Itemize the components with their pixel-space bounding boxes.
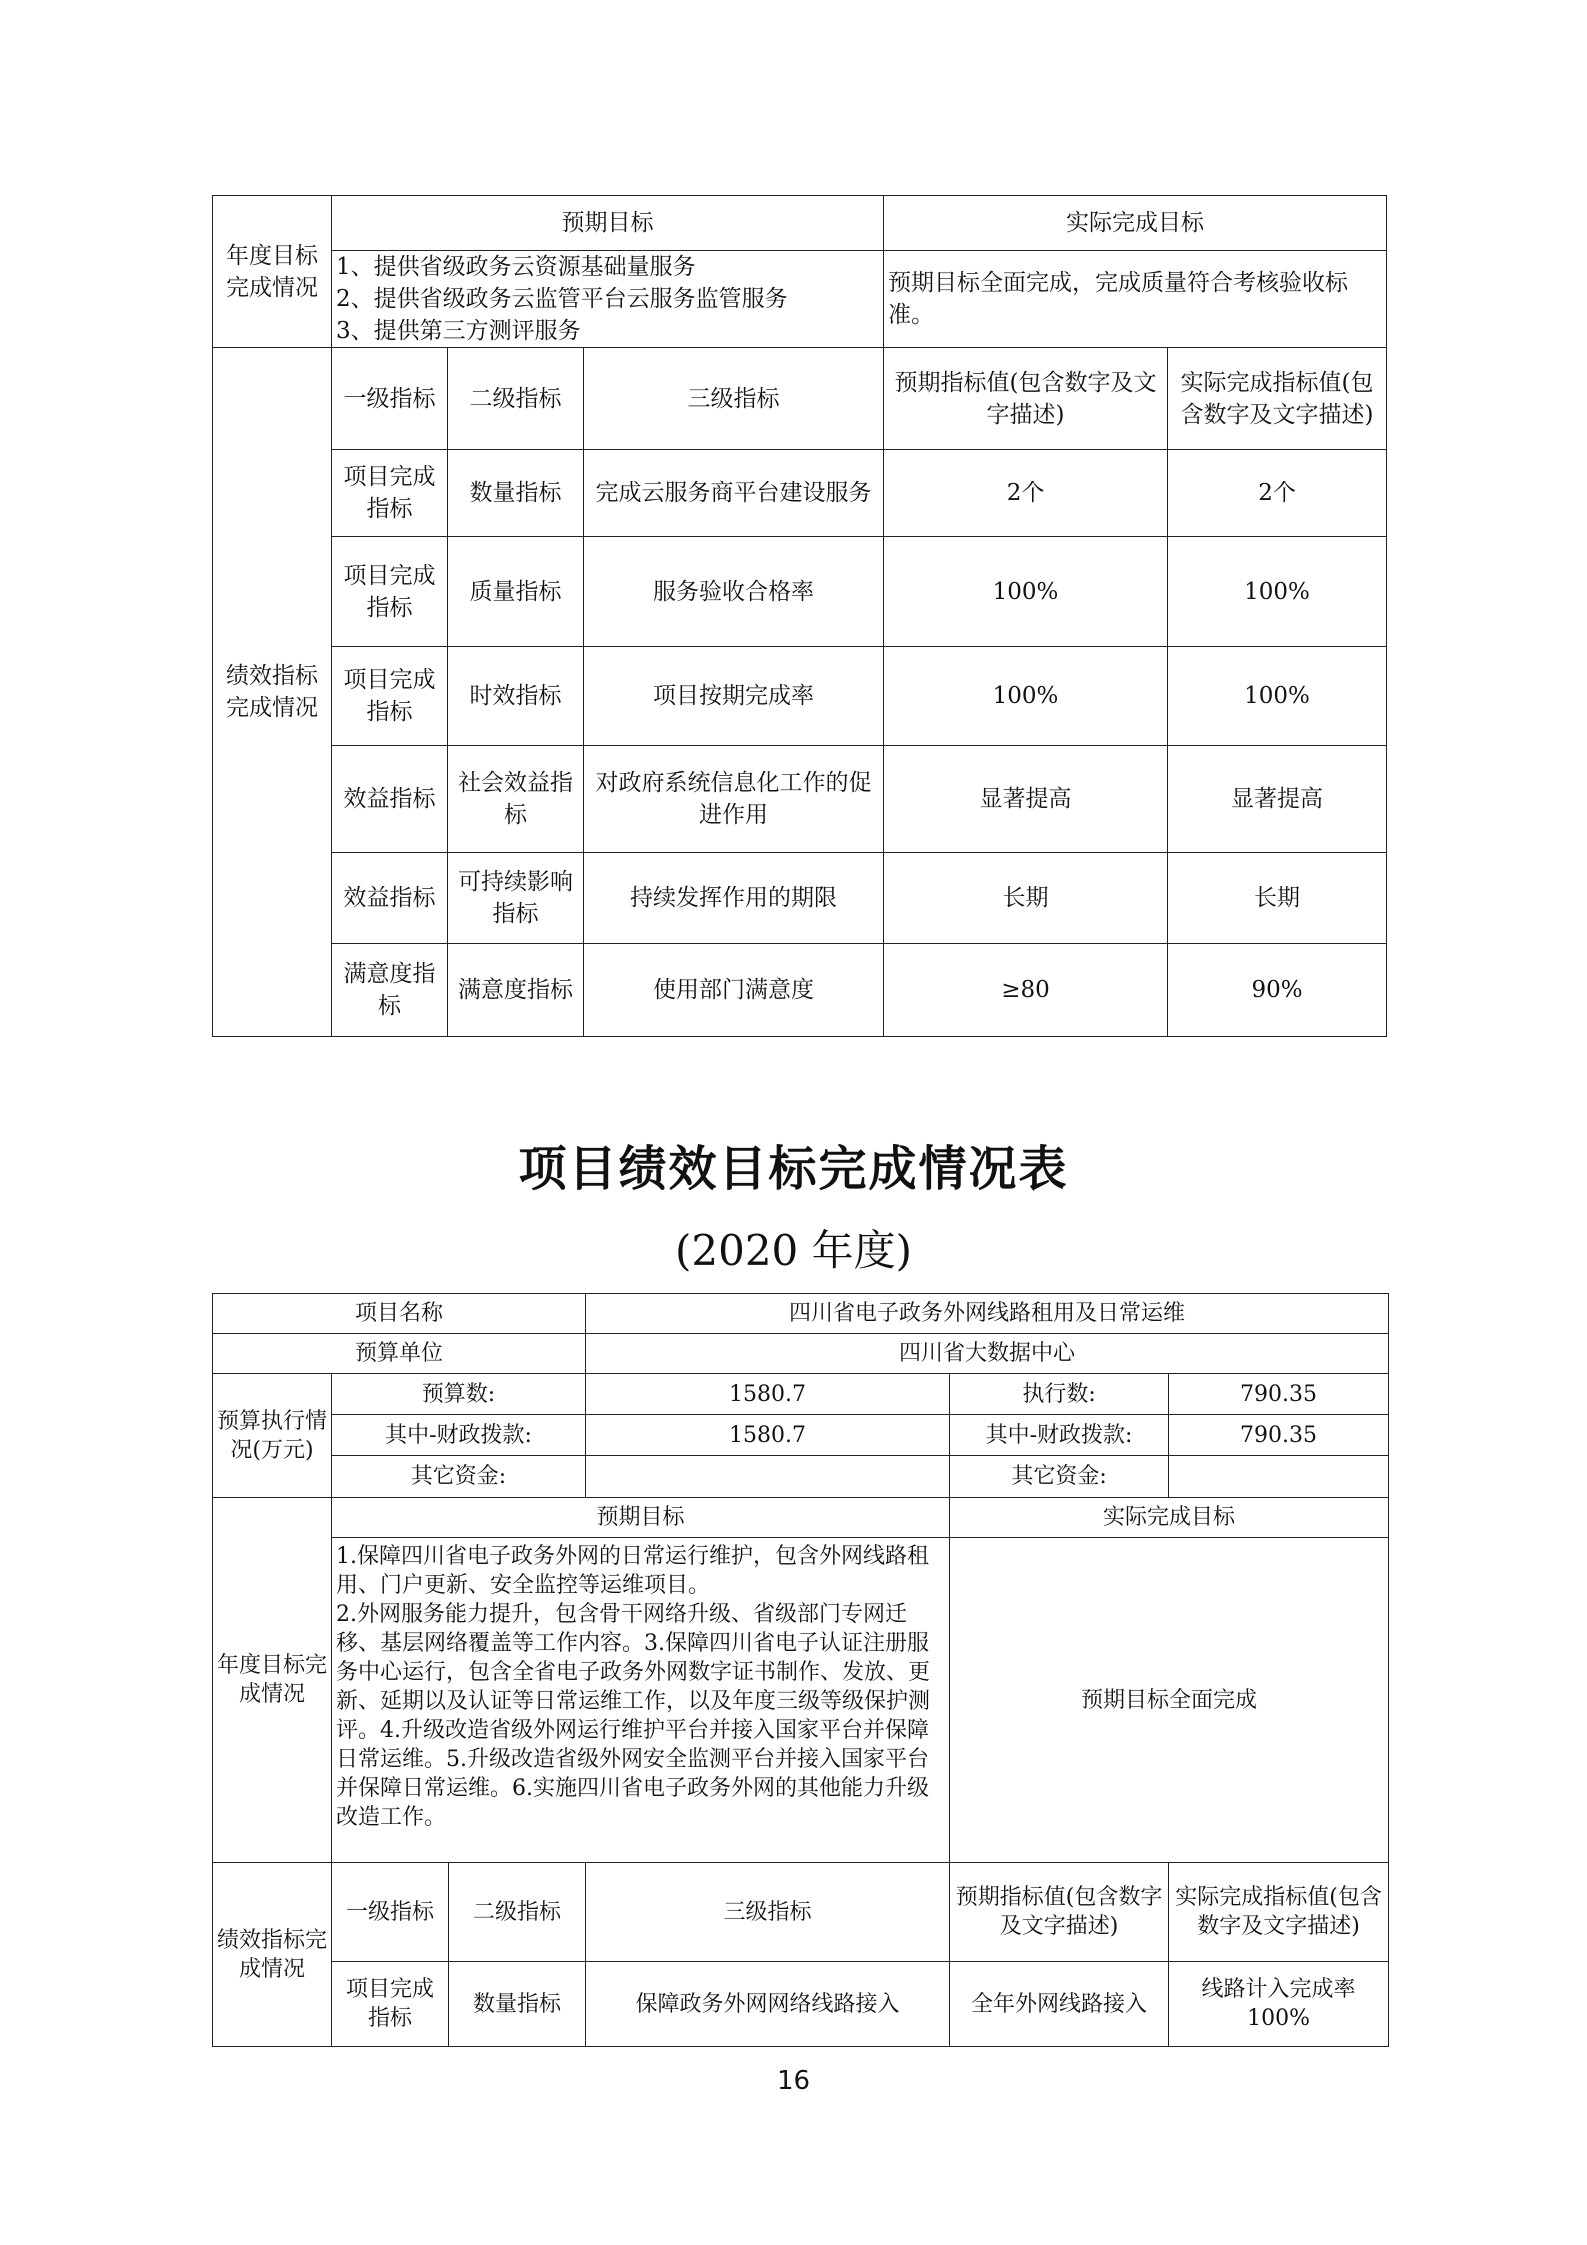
table-cell: 持续发挥作用的期限 [584, 853, 884, 944]
table-cell: 2个 [1168, 450, 1387, 537]
table-cell: 显著提高 [884, 746, 1168, 853]
col-header: 预期指标值(包含数字及文字描述) [950, 1863, 1169, 1962]
table-cell: 完成云服务商平台建设服务 [584, 450, 884, 537]
annual-goal-header: 年度目标完成情况 [213, 196, 332, 348]
table-cell: 保障政务外网网络线路接入 [586, 1962, 950, 2047]
fiscal-exec: 790.35 [1169, 1415, 1389, 1456]
table-cell: 项目按期完成率 [584, 647, 884, 746]
expected-goal-line: 2、提供省级政务云监管平台云服务监管服务 [336, 286, 788, 312]
table-cell: 90% [1168, 944, 1387, 1037]
table-cell: 效益指标 [332, 853, 448, 944]
expected-goal-line: 3、提供第三方测评服务 [336, 318, 581, 344]
table-cell: 全年外网线路接入 [950, 1962, 1169, 2047]
table-cell: 项目完成指标 [332, 647, 448, 746]
col-header: 二级指标 [448, 348, 584, 450]
table-cell: 项目完成指标 [332, 537, 448, 647]
col-header: 实际完成指标值(包含数字及文字描述) [1169, 1863, 1389, 1962]
table-cell: 数量指标 [449, 1962, 586, 2047]
table-cell: 2个 [884, 450, 1168, 537]
table-cell: 质量指标 [448, 537, 584, 647]
fiscal-label: 其中-财政拨款: [950, 1415, 1169, 1456]
budget-exec-label: 预算执行情况(万元) [213, 1374, 332, 1498]
page-subtitle: (2020 年度) [674, 1226, 912, 1275]
col-header: 二级指标 [449, 1863, 586, 1962]
table-cell: 时效指标 [448, 647, 584, 746]
col-header: 一级指标 [332, 348, 448, 450]
table-cell: 社会效益指标 [448, 746, 584, 853]
expected-goal-text [332, 251, 884, 348]
table-cell: 100% [1168, 537, 1387, 647]
table-cell: 100% [884, 537, 1168, 647]
fiscal-label: 其中-财政拨款: [332, 1415, 586, 1456]
performance-header: 绩效指标完成情况 [213, 348, 332, 1037]
table-cell: 数量指标 [448, 450, 584, 537]
table-cell: 效益指标 [332, 746, 448, 853]
annual-goal-header: 年度目标完成情况 [213, 1498, 332, 1863]
performance-header: 绩效指标完成情况 [213, 1863, 332, 2047]
actual-goal-header: 实际完成目标 [950, 1498, 1389, 1538]
col-header: 一级指标 [332, 1863, 449, 1962]
budget-unit-label: 预算单位 [213, 1334, 586, 1374]
project-name-label: 项目名称 [213, 1294, 586, 1334]
table-cell: 使用部门满意度 [584, 944, 884, 1037]
table-cell: 长期 [884, 853, 1168, 944]
budget-value: 1580.7 [586, 1374, 950, 1415]
page-title: 项目绩效目标完成情况表 [518, 1141, 1069, 1197]
expected-goal-line: 1、提供省级政务云资源基础量服务 [336, 254, 696, 280]
col-header: 三级指标 [584, 348, 884, 450]
expected-goal-header: 预期目标 [332, 196, 884, 251]
expected-goal-text: 1.保障四川省电子政务外网的日常运行维护，包含外网线路租用、门户更新、安全监控等运维项目。 2.外网服务能力提升，包含骨干网络升级、省级部门专网迁移、基层网络覆盖等工作内容。3.保障四川省电子认证注册服务中心运行，包含全省电子政务外网数字证书制作、发放、更新、延期以及认证等日常运维工作，以及年度三级等级保护测评。4.升级改造省级外网运行维护平台并接入国家平台并保障日常运维。5.升级改造省级外网安全监测平台并接入国家平台并保障日常运维。6.实施四川省电子政务外网的其他能力升级改造工作。 [332, 1538, 950, 1863]
table-cell: 100% [884, 647, 1168, 746]
other-funds-budget [586, 1456, 950, 1498]
table-cell: 服务验收合格率 [584, 537, 884, 647]
page-number: 16 [776, 2066, 811, 2096]
budget-unit: 四川省大数据中心 [586, 1334, 1389, 1374]
col-header: 预期指标值(包含数字及文字描述) [884, 348, 1168, 450]
actual-goal-header: 实际完成目标 [884, 196, 1387, 251]
table-cell: 100% [1168, 647, 1387, 746]
other-funds-exec [1169, 1456, 1389, 1498]
other-funds-label: 其它资金: [332, 1456, 586, 1498]
actual-goal-text: 预期目标全面完成，完成质量符合考核验收标准。 [884, 251, 1387, 348]
performance-table-2 [212, 1293, 1389, 2047]
fiscal-budget: 1580.7 [586, 1415, 950, 1456]
table-cell: 长期 [1168, 853, 1387, 944]
exec-value: 790.35 [1169, 1374, 1389, 1415]
project-name: 四川省电子政务外网线路租用及日常运维 [586, 1294, 1389, 1334]
table-cell: 满意度指标 [448, 944, 584, 1037]
actual-goal-text: 预期目标全面完成 [950, 1538, 1389, 1863]
other-funds-label: 其它资金: [950, 1456, 1169, 1498]
performance-table-1 [212, 195, 1387, 1037]
table-cell: 满意度指标 [332, 944, 448, 1037]
table-cell: 显著提高 [1168, 746, 1387, 853]
table-cell: 线路计入完成率100% [1169, 1962, 1389, 2047]
table-cell: ≥80 [884, 944, 1168, 1037]
table-cell: 可持续影响指标 [448, 853, 584, 944]
expected-goal-header: 预期目标 [332, 1498, 950, 1538]
table-cell: 对政府系统信息化工作的促进作用 [584, 746, 884, 853]
col-header: 实际完成指标值(包含数字及文字描述) [1168, 348, 1387, 450]
table-cell: 项目完成指标 [332, 1962, 449, 2047]
table-cell: 项目完成指标 [332, 450, 448, 537]
col-header: 三级指标 [586, 1863, 950, 1962]
budget-label: 预算数: [332, 1374, 586, 1415]
exec-label: 执行数: [950, 1374, 1169, 1415]
